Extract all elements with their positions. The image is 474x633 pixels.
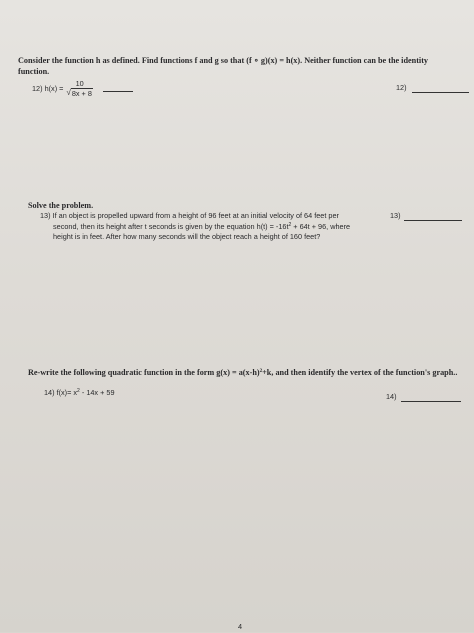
fraction: [66, 80, 92, 98]
answer-blank-13[interactable]: [404, 220, 462, 221]
square-root: [66, 88, 92, 98]
answer-label-14: 14): [386, 392, 397, 401]
answer-label-12: 12): [396, 83, 407, 92]
problem-14: 14) $f(x)= x^2 - 14x + 59$: [44, 388, 115, 397]
fraction-bar: [103, 91, 133, 92]
page-number: 4: [238, 622, 243, 631]
numerator: 10: [75, 79, 84, 88]
answer-blank-12[interactable]: [412, 92, 469, 93]
instructions-vertex-form: Re-write the following quadratic function in the form $g(x) = a(x-h)^2+k$, and then identify the vertex of the function's graph..: [28, 368, 458, 377]
problem-12: [32, 80, 93, 98]
instructions-solve: Solve the problem.: [28, 201, 94, 210]
problem-13: [40, 211, 390, 243]
answer-blank-14[interactable]: [401, 401, 461, 402]
problem-12-label: 12) h(x) =: [32, 83, 64, 93]
answer-label-13: 13): [390, 211, 401, 220]
radicand: 8x + 8: [71, 89, 92, 98]
problem-13-line-2: second, then its height after t seconds is given by the equation $h(t) = -16t^2 + 64t + 96$, where: [53, 221, 351, 231]
problem-13-line-3: height is in feet. After how many seconds will the object reach a height of 160 feet?: [53, 232, 321, 241]
problem-13-line-1: 13) If an object is propelled upward from a height of 96 feet at an initial velocity of 64 feet per: [40, 211, 339, 220]
radical-sign-icon: √: [66, 88, 71, 97]
instructions-composition: Consider the function h as defined. Find functions f and g so that (f ∘ g)(x) = h(x). Neither function can be the identity function.: [18, 56, 429, 76]
